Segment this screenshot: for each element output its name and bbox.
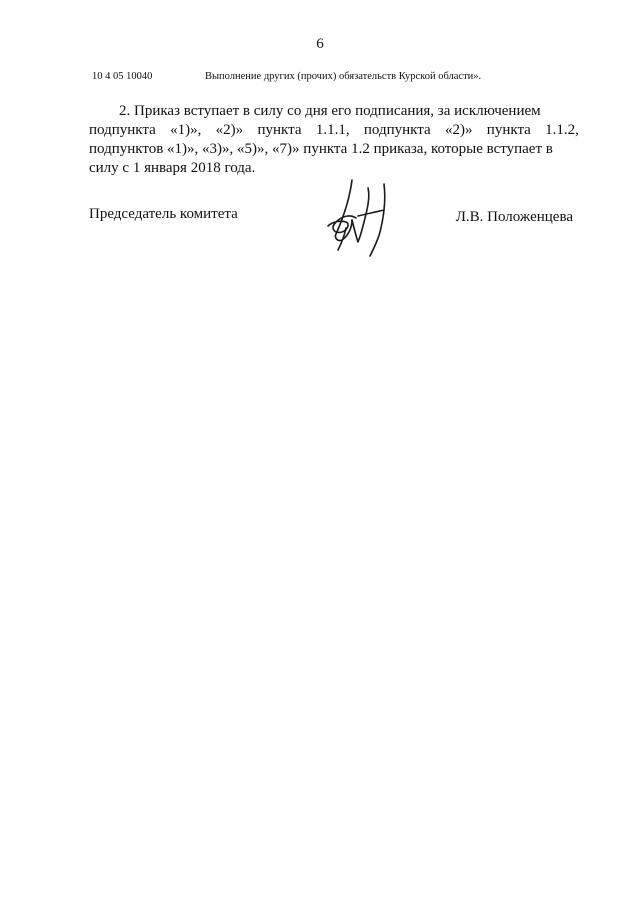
paragraph-line-3: подпунктов «1)», «3)», «5)», «7)» пункта 1.2 приказа, которые вступает в (89, 141, 553, 157)
paragraph-word: «2)» (215, 122, 244, 138)
paragraph-line-1 (89, 102, 579, 121)
budget-description: Выполнение других (прочих) обязательств Курской области». (205, 71, 482, 82)
handwritten-signature (322, 176, 402, 260)
signer-title: Председатель комитета (89, 206, 238, 222)
paragraph-word: «1)», (170, 122, 202, 138)
paragraph-word: 1.1.1, (315, 122, 350, 138)
table-row (92, 71, 572, 87)
paragraph-word: подпункта (363, 122, 431, 138)
paragraph-line-4: силу с 1 января 2018 года. (89, 160, 256, 176)
paragraph-line-2 (89, 121, 579, 140)
signature-block (89, 206, 579, 276)
budget-code: 10 4 05 10040 (92, 71, 153, 82)
paragraph-word: «2)» (444, 122, 473, 138)
page-number: 6 (316, 36, 324, 52)
paragraph-word: подпункта (89, 122, 156, 138)
paragraph-2 (89, 102, 579, 178)
signer-name: Л.В. Положенцева (455, 209, 573, 225)
paragraph-word: пункта (486, 122, 531, 138)
paragraph-word: 1.1.2, (545, 122, 579, 138)
paragraph-word: пункта (257, 122, 302, 138)
paragraph-line-1-text: 2. Приказ вступает в силу со дня его подписания, за исключением (119, 103, 541, 119)
